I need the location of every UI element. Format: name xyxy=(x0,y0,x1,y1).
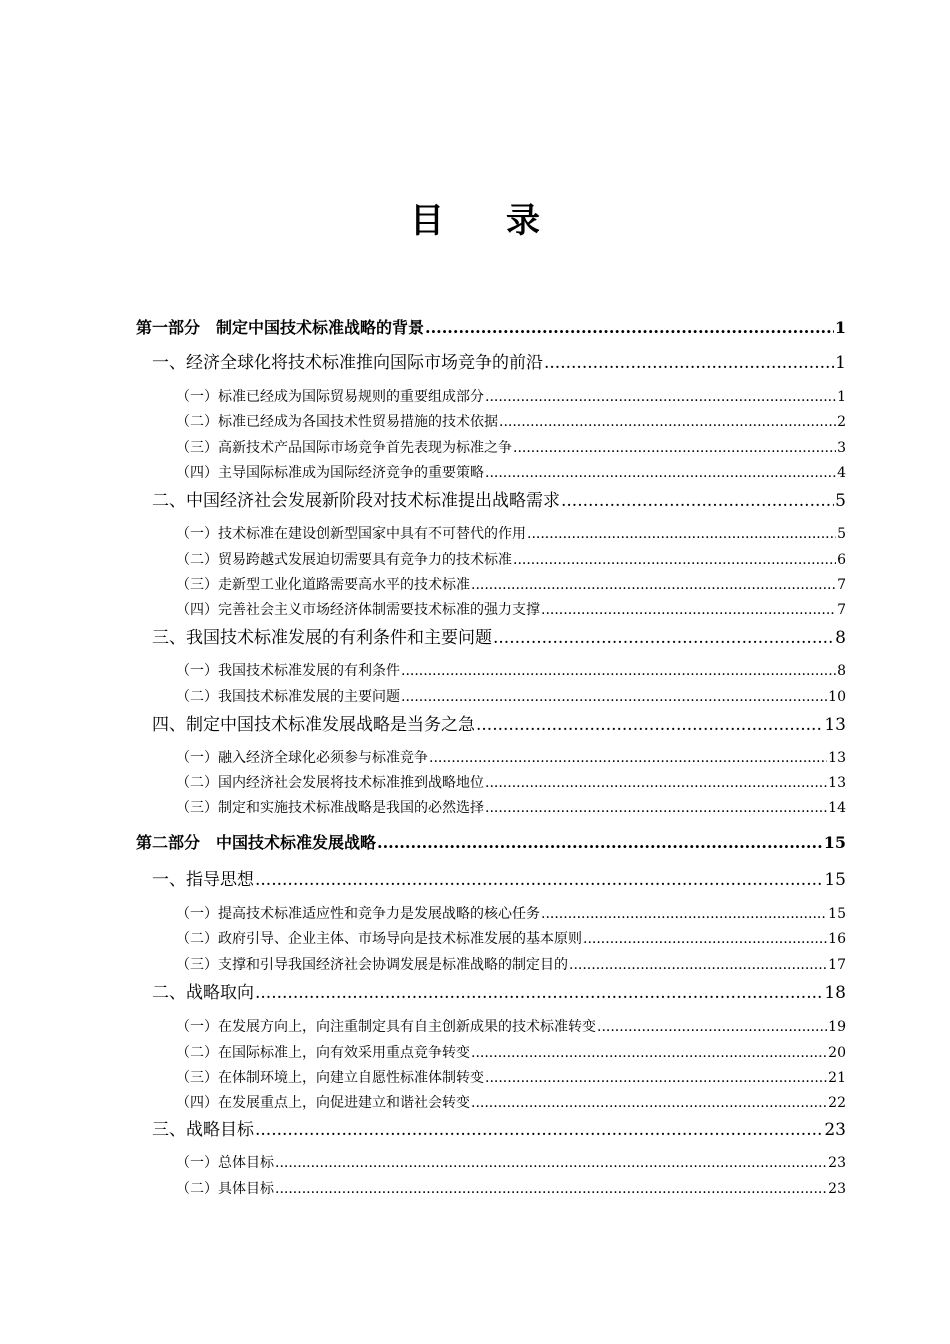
toc-leader-dots xyxy=(597,1019,827,1035)
toc-entry-label: 三、我国技术标准发展的有利条件和主要问题 xyxy=(152,628,492,648)
toc-entry-page: 7 xyxy=(837,602,846,618)
toc-leader-dots xyxy=(401,663,836,679)
toc-entry-page: 22 xyxy=(828,1095,846,1111)
toc-entry-page: 1 xyxy=(835,353,846,373)
toc-entry-level-3[interactable] xyxy=(176,747,846,767)
toc-entry-page: 21 xyxy=(828,1070,846,1086)
toc-entry-label: 一、经济全球化将技术标准推向国际市场竞争的前沿 xyxy=(152,353,543,373)
toc-entry-level-3[interactable] xyxy=(176,462,846,482)
toc-entry-level-3[interactable] xyxy=(176,686,846,706)
toc-entry-level-3[interactable] xyxy=(176,386,846,406)
toc-leader-dots xyxy=(569,957,827,973)
toc-entry-page: 10 xyxy=(828,689,846,705)
toc-entry-label: （一）总体目标 xyxy=(176,1155,274,1171)
toc-entry-label: （四）完善社会主义市场经济体制需要技术标准的强力支撑 xyxy=(176,602,540,618)
toc-entry-level-2[interactable] xyxy=(152,348,846,373)
toc-entry-label: 第二部分 中国技术标准发展战略 xyxy=(136,833,377,852)
toc-leader-dots xyxy=(255,870,823,890)
toc-entry-label: （二）国内经济社会发展将技术标准推到战略地位 xyxy=(176,775,484,791)
toc-entry-label: （一）提高技术标准适应性和竞争力是发展战略的核心任务 xyxy=(176,906,540,922)
toc-entry-label: （一）标准已经成为国际贸易规则的重要组成部分 xyxy=(176,389,484,405)
toc-entry-page: 23 xyxy=(824,1120,846,1140)
toc-entry-page: 23 xyxy=(828,1155,846,1171)
toc-leader-dots xyxy=(485,465,836,481)
toc-entry-page: 4 xyxy=(837,465,846,481)
toc-leader-dots xyxy=(544,353,834,373)
toc-entry-level-3[interactable] xyxy=(176,903,846,923)
toc-leader-dots xyxy=(541,906,827,922)
toc-leader-dots xyxy=(429,750,827,766)
toc-entry-label: （一）我国技术标准发展的有利条件 xyxy=(176,663,400,679)
toc-entry-level-3[interactable] xyxy=(176,437,846,457)
toc-leader-dots xyxy=(401,689,827,705)
page-title: 目录 xyxy=(410,201,602,241)
toc-entry-level-3[interactable] xyxy=(176,1042,846,1062)
toc-entry-label: （三）在体制环境上，向建立自愿性标准体制转变 xyxy=(176,1070,484,1086)
toc-leader-dots xyxy=(471,1045,827,1061)
toc-entry-level-3[interactable] xyxy=(176,549,846,569)
toc-leader-dots xyxy=(485,389,836,405)
toc-entry-page: 8 xyxy=(835,628,846,648)
toc-entry-label: （三）支撑和引导我国经济社会协调发展是标准战略的制定目的 xyxy=(176,957,568,973)
toc-leader-dots xyxy=(493,628,834,648)
toc-entry-label: （二）贸易跨越式发展迫切需要具有竞争力的技术标准 xyxy=(176,552,512,568)
toc-entry-label: 四、制定中国技术标准发展战略是当务之急 xyxy=(152,715,475,735)
toc-entry-page: 13 xyxy=(824,715,846,735)
toc-entry-level-3[interactable] xyxy=(176,928,846,948)
toc-leader-dots xyxy=(255,983,823,1003)
toc-entry-level-3[interactable] xyxy=(176,1178,846,1198)
toc-entry-level-3[interactable] xyxy=(176,411,846,431)
toc-entry-level-2[interactable] xyxy=(152,486,846,511)
toc-entry-label: （四）在发展重点上，向促进建立和谐社会转变 xyxy=(176,1095,470,1111)
toc-entry-label: 一、指导思想 xyxy=(152,870,254,890)
toc-entry-page: 5 xyxy=(835,491,846,511)
toc-entry-label: （一）在发展方向上，向注重制定具有自主创新成果的技术标准转变 xyxy=(176,1019,596,1035)
toc-entry-page: 7 xyxy=(837,577,846,593)
toc-entry-page: 13 xyxy=(828,750,846,766)
toc-leader-dots xyxy=(583,931,827,947)
toc-entry-level-3[interactable] xyxy=(176,574,846,594)
toc-entry-page: 3 xyxy=(837,440,846,456)
toc-entry-level-1[interactable] xyxy=(136,315,846,338)
toc-entry-page: 8 xyxy=(837,663,846,679)
toc-entry-label: （一）融入经济全球化必须参与标准竞争 xyxy=(176,750,428,766)
toc-leader-dots xyxy=(513,552,836,568)
toc-entry-page: 15 xyxy=(828,906,846,922)
toc-entry-label: 三、战略目标 xyxy=(152,1120,254,1140)
toc-entry-level-2[interactable] xyxy=(152,623,846,648)
toc-entry-page: 23 xyxy=(828,1181,846,1197)
toc-leader-dots xyxy=(561,491,834,511)
toc-entry-page: 5 xyxy=(837,526,846,542)
toc-entry-level-3[interactable] xyxy=(176,1152,846,1172)
toc-entry-level-2[interactable] xyxy=(152,978,846,1003)
toc-entry-label: 二、中国经济社会发展新阶段对技术标准提出战略需求 xyxy=(152,491,560,511)
toc-entry-label: （三）制定和实施技术标准战略是我国的必然选择 xyxy=(176,800,484,816)
toc-entry-level-3[interactable] xyxy=(176,1092,846,1112)
toc-entry-label: 第一部分 制定中国技术标准战略的背景 xyxy=(136,318,425,337)
toc-entry-page: 2 xyxy=(837,414,846,430)
toc-entry-label: 二、战略取向 xyxy=(152,983,254,1003)
toc-entry-page: 15 xyxy=(823,833,846,852)
toc-entry-level-3[interactable] xyxy=(176,1067,846,1087)
toc-entry-page: 1 xyxy=(834,318,846,337)
toc-entry-page: 16 xyxy=(828,931,846,947)
toc-leader-dots xyxy=(541,602,836,618)
toc-entry-label: （二）具体目标 xyxy=(176,1181,274,1197)
toc-leader-dots xyxy=(485,1070,827,1086)
toc-leader-dots xyxy=(513,440,836,456)
toc-entry-label: （四）主导国际标准成为国际经济竞争的重要策略 xyxy=(176,465,484,481)
toc-entry-label: （三）高新技术产品国际市场竞争首先表现为标准之争 xyxy=(176,440,512,456)
toc-leader-dots xyxy=(499,414,836,430)
toc-entry-page: 14 xyxy=(828,800,846,816)
toc-entry-level-3[interactable] xyxy=(176,660,846,680)
toc-entry-page: 17 xyxy=(828,957,846,973)
toc-entry-label: （三）走新型工业化道路需要高水平的技术标准 xyxy=(176,577,470,593)
toc-leader-dots xyxy=(275,1155,827,1171)
toc-entry-page: 6 xyxy=(837,552,846,568)
toc-entry-level-3[interactable] xyxy=(176,523,846,543)
toc-entry-page: 1 xyxy=(837,389,846,405)
toc-entry-level-3[interactable] xyxy=(176,1016,846,1036)
toc-entry-label: （二）我国技术标准发展的主要问题 xyxy=(176,689,400,705)
toc-entry-level-3[interactable] xyxy=(176,599,846,619)
toc-leader-dots xyxy=(377,833,823,852)
toc-leader-dots xyxy=(476,715,823,735)
toc-leader-dots xyxy=(425,318,834,337)
toc-leader-dots xyxy=(485,775,827,791)
toc-entry-level-3[interactable] xyxy=(176,954,846,974)
toc-entry-label: （二）在国际标准上，向有效采用重点竞争转变 xyxy=(176,1045,470,1061)
toc-entry-page: 15 xyxy=(824,870,846,890)
toc-entry-page: 20 xyxy=(828,1045,846,1061)
toc-entry-page: 18 xyxy=(824,983,846,1003)
toc-leader-dots xyxy=(471,1095,827,1111)
toc-entry-level-1[interactable] xyxy=(136,830,846,853)
toc-leader-dots xyxy=(255,1120,823,1140)
toc-entry-level-2[interactable] xyxy=(152,865,846,890)
toc-entry-label: （二）政府引导、企业主体、市场导向是技术标准发展的基本原则 xyxy=(176,931,582,947)
toc-entry-level-2[interactable] xyxy=(152,1115,846,1140)
toc-leader-dots xyxy=(485,800,827,816)
toc-entry-label: （二）标准已经成为各国技术性贸易措施的技术依据 xyxy=(176,414,498,430)
toc-leader-dots xyxy=(527,526,836,542)
toc-entry-page: 19 xyxy=(828,1019,846,1035)
toc-entry-level-3[interactable] xyxy=(176,797,846,817)
toc-entry-level-3[interactable] xyxy=(176,772,846,792)
toc-leader-dots xyxy=(471,577,836,593)
toc-entry-page: 13 xyxy=(828,775,846,791)
toc-entry-label: （一）技术标准在建设创新型国家中具有不可替代的作用 xyxy=(176,526,526,542)
toc-entry-level-2[interactable] xyxy=(152,710,846,735)
toc-leader-dots xyxy=(275,1181,827,1197)
